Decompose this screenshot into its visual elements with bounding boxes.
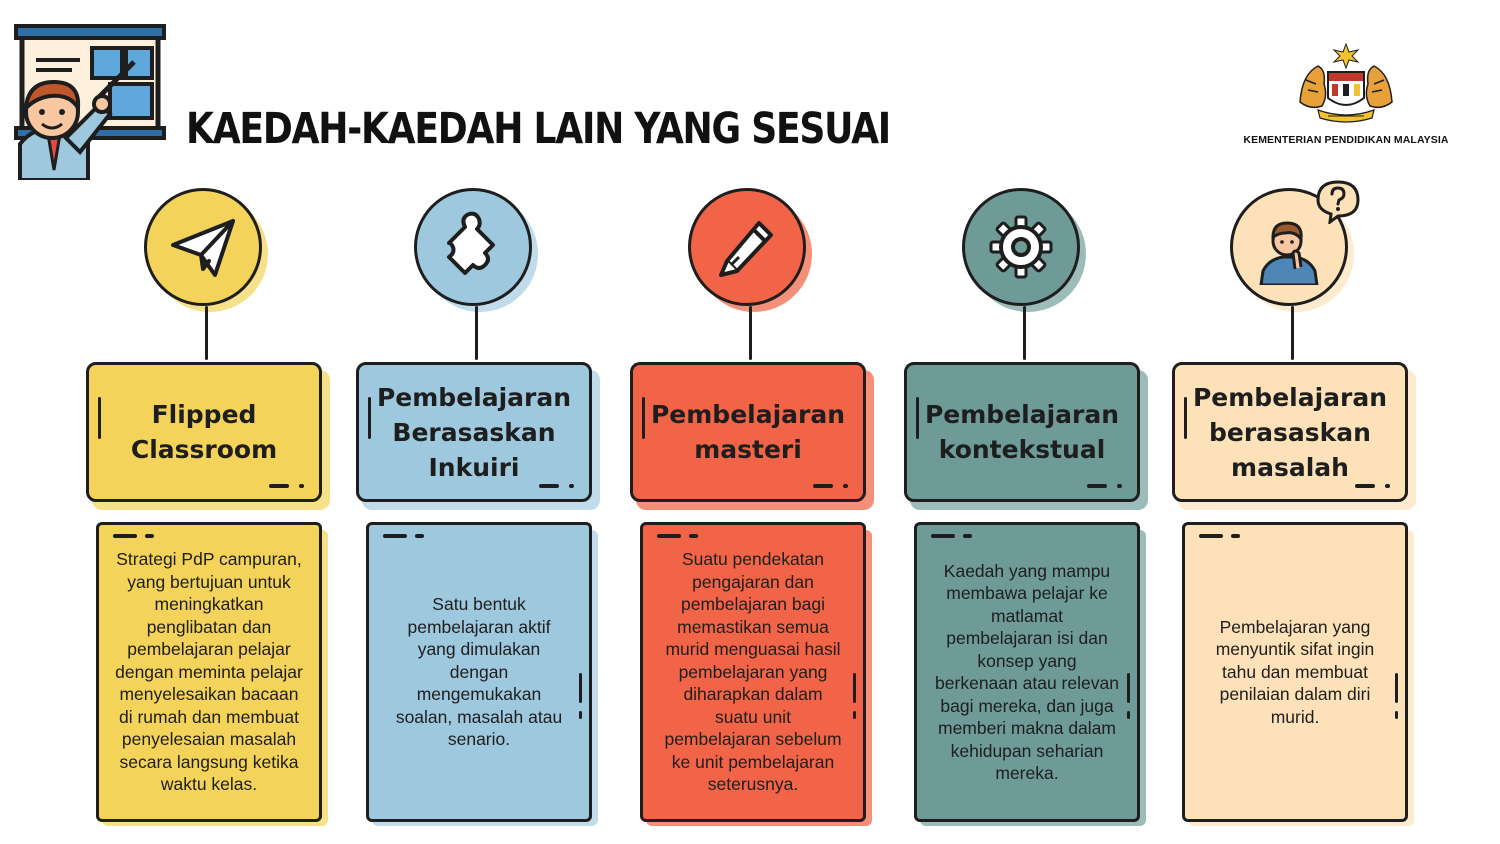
doodle-mark — [269, 484, 289, 488]
doodle-mark — [415, 534, 424, 538]
doodle-mark — [853, 711, 856, 719]
method-description: Pembelajaran yang menyuntik sifat ingin tahu dan membuat penilaian dalam diri murid. — [1215, 616, 1375, 727]
method-description-card — [366, 522, 592, 822]
method-title: Pembelajaran berasaskan masalah — [1192, 382, 1388, 482]
method-column-mastery — [628, 186, 876, 836]
question-bubble-icon — [1314, 180, 1362, 224]
doodle-mark — [1231, 534, 1240, 538]
doodle-mark — [1395, 673, 1398, 703]
teacher-presentation-icon — [14, 24, 166, 180]
doodle-mark — [1117, 484, 1122, 488]
doodle-mark — [1355, 484, 1375, 488]
method-description: Suatu pendekatan pengajaran dan pembelajaran bagi memastikan semua murid menguasai hasil pembelajaran yang diharapkan dalam suatu unit pembelajaran sebelum ke unit pembelajaran seterusnya. — [664, 549, 842, 795]
method-column-flipped-classroom — [84, 186, 332, 836]
icon-circle — [962, 188, 1080, 306]
doodle-mark — [1087, 484, 1107, 488]
doodle-mark — [642, 397, 645, 439]
page-title: KAEDAH-KAEDAH LAIN YANG SESUAI — [186, 104, 890, 154]
method-title-card — [1172, 362, 1408, 502]
method-description: Kaedah yang mampu membawa pelajar ke matlamat pembelajaran isi dan konsep yang berkenaan atau relevan bagi mereka, dan juga memberi makna dalam kehidupan seharian mereka. — [935, 560, 1119, 783]
doodle-mark — [145, 534, 154, 538]
icon-circle — [144, 188, 262, 306]
method-title: Pembelajaran masteri — [650, 400, 846, 464]
doodle-mark — [1199, 534, 1223, 538]
doodle-mark — [383, 534, 407, 538]
connector-line — [749, 306, 752, 360]
doodle-mark — [931, 534, 955, 538]
coat-of-arms-icon — [1288, 40, 1404, 128]
method-description-card — [1182, 522, 1408, 822]
connector-line — [1023, 306, 1026, 360]
method-description: Satu bentuk pembelajaran aktif yang dimulakan dengan mengemukakan soalan, masalah atau senario. — [395, 594, 563, 750]
logo-caption: KEMENTERIAN PENDIDIKAN MALAYSIA — [1243, 134, 1449, 146]
method-title-card — [86, 362, 322, 502]
doodle-mark — [1395, 711, 1398, 719]
doodle-mark — [368, 397, 371, 439]
ministry-logo — [1232, 40, 1460, 150]
method-title: Pembelajaran Berasaskan Inkuiri — [376, 382, 572, 482]
gear-icon — [983, 209, 1059, 285]
doodle-mark — [1184, 397, 1187, 439]
doodle-mark — [539, 484, 559, 488]
doodle-mark — [579, 711, 582, 719]
doodle-mark — [916, 397, 919, 439]
doodle-mark — [963, 534, 972, 538]
doodle-mark — [98, 397, 101, 439]
method-description-card — [96, 522, 322, 822]
connector-line — [205, 306, 208, 360]
doodle-mark — [1127, 711, 1130, 719]
doodle-mark — [113, 534, 137, 538]
method-title: Flipped Classroom — [130, 400, 278, 464]
method-title-card — [630, 362, 866, 502]
doodle-mark — [579, 673, 582, 703]
doodle-mark — [843, 484, 848, 488]
method-column-problem-based — [1170, 186, 1418, 836]
pencil-icon — [709, 209, 785, 285]
method-column-inquiry — [354, 186, 602, 836]
method-title-card — [356, 362, 592, 502]
method-description: Strategi PdP campuran, yang bertujuan untuk meningkatkan penglibatan dan pembelajaran pelajar dengan meminta pelajar menyelesaikan bacaan di rumah dan membuat penyelesaian masalah secara langsung ketika waktu kelas. — [115, 549, 303, 795]
paper-plane-icon — [165, 209, 241, 285]
doodle-mark — [299, 484, 304, 488]
method-title: Pembelajaran kontekstual — [924, 400, 1120, 464]
icon-circle — [688, 188, 806, 306]
method-column-contextual — [902, 186, 1150, 836]
doodle-mark — [853, 673, 856, 703]
icon-circle — [414, 188, 532, 306]
method-description-card — [640, 522, 866, 822]
doodle-mark — [1127, 673, 1130, 703]
method-description-card — [914, 522, 1140, 822]
connector-line — [475, 306, 478, 360]
doodle-mark — [813, 484, 833, 488]
puzzle-piece-icon — [435, 209, 511, 285]
connector-line — [1291, 306, 1294, 360]
doodle-mark — [569, 484, 574, 488]
method-title-card — [904, 362, 1140, 502]
doodle-mark — [657, 534, 681, 538]
doodle-mark — [689, 534, 698, 538]
doodle-mark — [1385, 484, 1390, 488]
